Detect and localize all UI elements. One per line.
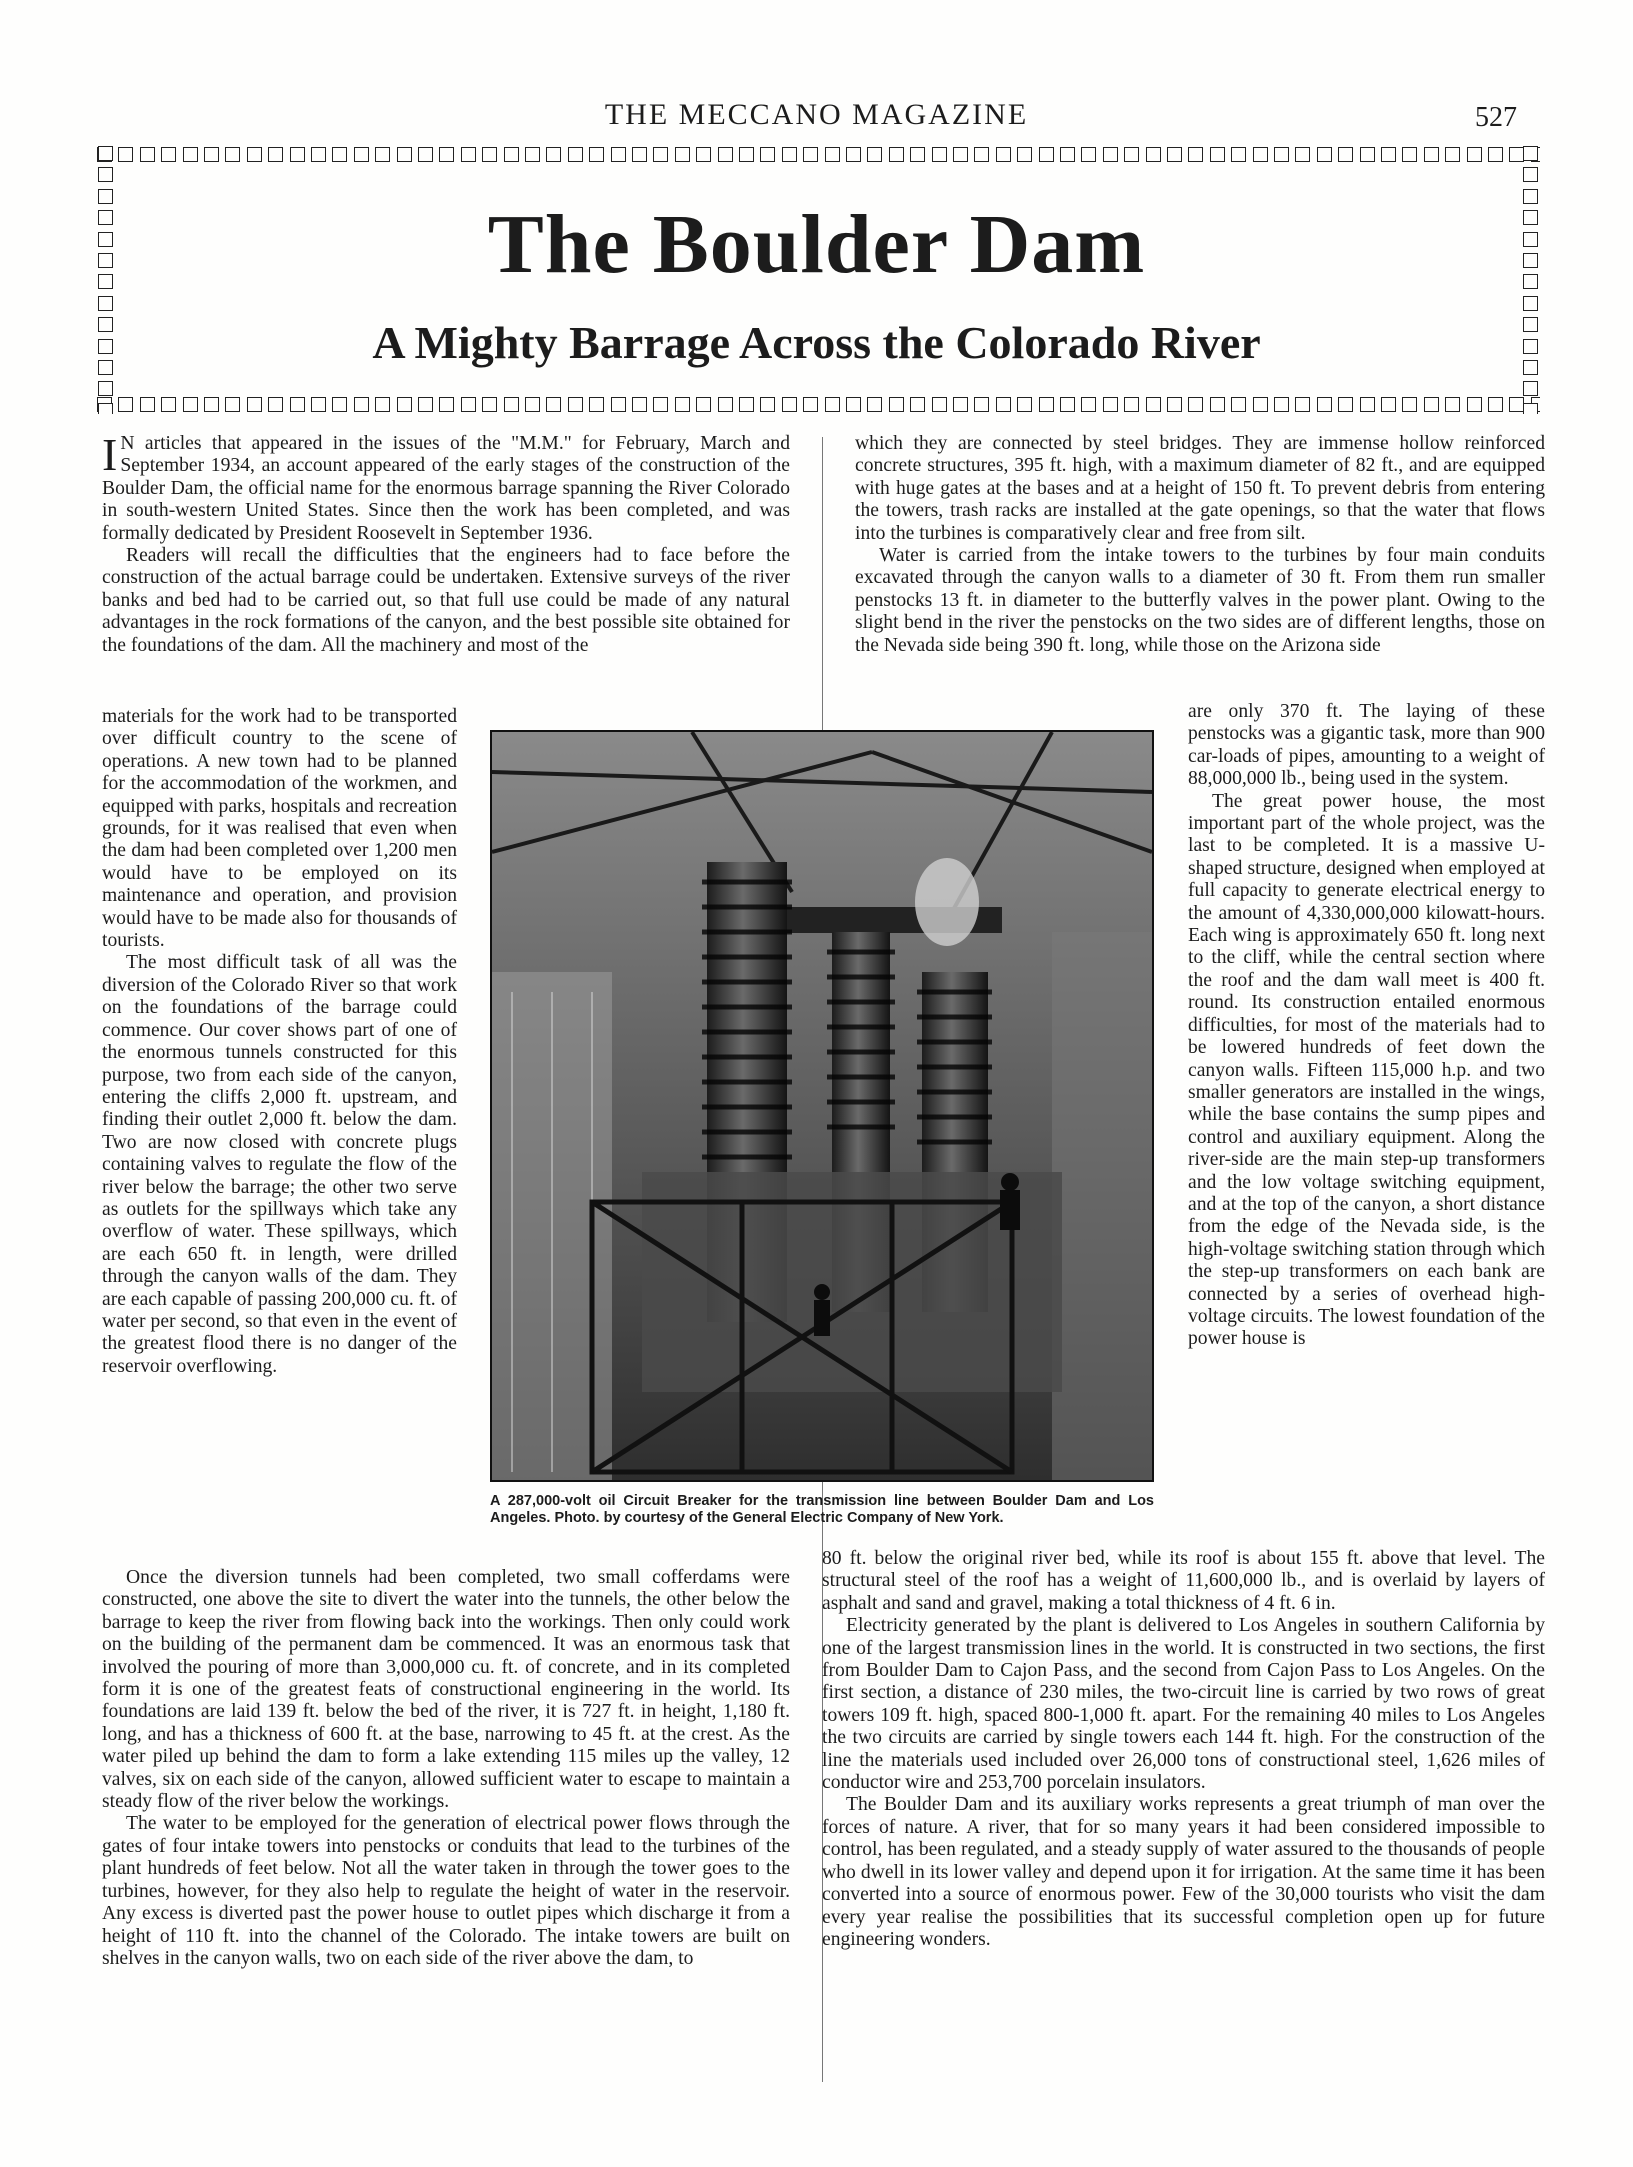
border-square [568, 147, 583, 162]
border-square [782, 397, 797, 412]
column-left-narrow [102, 706, 457, 1378]
border-square [290, 397, 305, 412]
border-square [953, 147, 968, 162]
border-square [1338, 397, 1353, 412]
border-square [1317, 397, 1332, 412]
border-square [268, 397, 283, 412]
border-square [375, 397, 390, 412]
border-square [1274, 147, 1289, 162]
border-square [867, 397, 882, 412]
paragraph: materials for the work had to be transported over difficult country to the scene of operations. A new town had to be planned for the accommodation of the workmen, and equipped with parks, hospitals and recreation grounds, for it was realised that even when the dam had been completed over 1,200 men would have to be employed on its maintenance and operation, and provision would have to be made also for thousands of tourists. [102, 706, 457, 952]
border-square [611, 147, 626, 162]
column-left-bottom [102, 1567, 790, 1970]
paragraph: The Boulder Dam and its auxiliary works represents a great triumph of man over the forces of nature. A river, that for so many years it had been considered impossible to control, has been regulated, and a steady supply of water assured to the thousands of people who dwell in its lower valley and depend upon it for irrigation. At the same time it has been converted into a source of enormous power. Few of the 30,000 tourists who visit the dam every year realise the possibilities that its successful completion open up for future engineering wonders. [822, 1794, 1545, 1950]
border-square [1523, 167, 1538, 182]
border-square [439, 147, 454, 162]
title-border-top [97, 146, 1540, 164]
border-square [739, 147, 754, 162]
border-square [782, 147, 797, 162]
border-square [568, 397, 583, 412]
border-square [98, 146, 113, 161]
paragraph [102, 429, 790, 545]
border-square [1146, 397, 1161, 412]
paragraph: Water is carried from the intake towers to the turbines by four main conduits excavated through the canyon walls to a diameter of 30 ft. From them run smaller penstocks 13 ft. in diameter to the butterfly valves in the power plant. Owing to the slight bend in the river the penstocks on the two sides are of different lengths, those on the Nevada side being 390 ft. long, while those on the Arizona side [855, 545, 1545, 656]
border-square [354, 147, 369, 162]
border-square [98, 167, 113, 182]
column-right-bottom [822, 1548, 1545, 1951]
border-square [1253, 397, 1268, 412]
border-square [1523, 146, 1538, 161]
border-square [504, 147, 519, 162]
border-square [867, 147, 882, 162]
border-square [332, 147, 347, 162]
border-square [932, 397, 947, 412]
border-square [632, 147, 647, 162]
border-square [974, 147, 989, 162]
border-square [1295, 147, 1310, 162]
border-square [675, 397, 690, 412]
border-square [118, 147, 133, 162]
border-square [1523, 296, 1538, 311]
border-square [846, 147, 861, 162]
border-square [1039, 397, 1054, 412]
border-square [653, 397, 668, 412]
border-square [247, 397, 262, 412]
border-square [1467, 397, 1482, 412]
border-square [482, 147, 497, 162]
border-square [825, 147, 840, 162]
border-square [1360, 397, 1375, 412]
border-square [183, 147, 198, 162]
border-square [1360, 147, 1375, 162]
border-square [546, 147, 561, 162]
border-square [1039, 147, 1054, 162]
column-right-narrow [1188, 701, 1545, 1351]
border-square [140, 147, 155, 162]
border-square [397, 147, 412, 162]
border-square [354, 397, 369, 412]
border-square [1381, 397, 1396, 412]
border-square [1381, 147, 1396, 162]
border-square [439, 397, 454, 412]
border-square [1445, 397, 1460, 412]
border-square [1081, 397, 1096, 412]
drop-cap: I [102, 429, 118, 480]
border-square [996, 147, 1011, 162]
border-square [546, 397, 561, 412]
border-square [1146, 147, 1161, 162]
border-square [696, 147, 711, 162]
paragraph-text: N articles that appeared in the issues of the "M.M." for February, March and September 1934, an account appeared of the early stages of the construction of the Boulder Dam, the official name for the enormous barrage spanning the River Colorado in south-western United States. Since then the work has been completed, and was formally dedicated by President Roosevelt in September 1936. [102, 433, 790, 544]
border-square [1017, 397, 1032, 412]
border-square [1210, 397, 1225, 412]
article-title: The Boulder Dam [487, 198, 1146, 291]
border-square [1124, 397, 1139, 412]
border-square [1488, 397, 1503, 412]
border-square [204, 397, 219, 412]
border-square [311, 147, 326, 162]
border-square [1523, 381, 1538, 396]
border-square [889, 147, 904, 162]
border-square [1060, 397, 1075, 412]
border-square [1210, 147, 1225, 162]
paragraph: are only 370 ft. The laying of these penstocks was a gigantic task, more than 900 car-loads of pipes, amounting to a weight of 88,000,000 lb., being used in the system. [1188, 701, 1545, 790]
border-square [1445, 147, 1460, 162]
border-square [1167, 397, 1182, 412]
border-square [140, 397, 155, 412]
border-square [98, 403, 113, 414]
article-subtitle: A Mighty Barrage Across the Colorado River [372, 317, 1261, 368]
border-square [1424, 147, 1439, 162]
border-square [98, 381, 113, 396]
border-square [418, 147, 433, 162]
circuit-breaker-illustration [492, 732, 1152, 1480]
paragraph: The water to be employed for the generation of electrical power flows through the gates of four intake towers into penstocks or conduits that lead to the turbines of the plant hundreds of feet below. Not all the water taken in through the tower goes to the turbines, however, for they also help to regulate the height of water in the reservoir. Any excess is diverted past the power house to outlet pipes which discharge it from a height of 110 ft. into the channel of the Colorado. The intake towers are built on shelves in the canyon walls, two on each side of the river above the dam, to [102, 1813, 790, 1969]
column-left-top [102, 429, 790, 657]
border-square [161, 397, 176, 412]
border-square [910, 147, 925, 162]
border-square [1060, 147, 1075, 162]
border-square [846, 397, 861, 412]
border-square [632, 397, 647, 412]
border-square [1017, 147, 1032, 162]
border-square [1103, 397, 1118, 412]
border-square [161, 147, 176, 162]
border-square [98, 296, 113, 311]
border-square [718, 397, 733, 412]
border-square [1103, 147, 1118, 162]
border-square [183, 397, 198, 412]
border-square [225, 147, 240, 162]
border-square [1402, 147, 1417, 162]
border-square [932, 147, 947, 162]
paragraph: which they are connected by steel bridges. They are immense hollow reinforced concrete structures, 395 ft. high, with a maximum diameter of 82 ft., and are equipped with huge gates at the bases and at a height of 150 ft. To prevent debris from entering the towers, trash racks are installed at the gate openings, so that the water that flows into the turbines is comparatively clear and free from silt. [855, 433, 1545, 544]
border-square [996, 397, 1011, 412]
border-square [889, 397, 904, 412]
border-square [953, 397, 968, 412]
border-square [825, 397, 840, 412]
border-square [1317, 147, 1332, 162]
border-square [696, 397, 711, 412]
border-square [1231, 397, 1246, 412]
border-square [760, 147, 775, 162]
border-square [375, 147, 390, 162]
border-square [1188, 147, 1203, 162]
border-square [525, 147, 540, 162]
border-square [1274, 397, 1289, 412]
paragraph: Readers will recall the difficulties that the engineers had to face before the construction of the actual barrage could be undertaken. Extensive surveys of the river banks and bed had to be carried out, so that full use could be made of any natural advantages in the rock formations of the canyon, and the best possible site obtained for the foundations of the dam. All the machinery and most of the [102, 545, 790, 656]
border-square [1188, 397, 1203, 412]
border-square [803, 147, 818, 162]
paragraph: Once the diversion tunnels had been completed, two small cofferdams were constructed, one above the site to divert the water into the tunnels, the other below the barrage to keep the river from flowing back into the workings. Then only could work on the building of the permanent dam be commenced. It was an enormous task that involved the pouring of more than 3,000,000 cu. ft. of concrete, and in its completed form it is one of the greatest feats of constructional engineering in the world. Its foundations are laid 139 ft. below the bed of the river, it is 727 ft. in height, 1,180 ft. long, and has a thickness of 600 ft. at the base, narrowing to 45 ft. at the crest. As the water piled up behind the dam to form a lake extending 115 miles up the valley, 12 valves, six on each side of the canyon, allowed sufficient water to escape to maintain a steady flow of the river below the workings. [102, 1567, 790, 1813]
border-square [461, 397, 476, 412]
border-square [1081, 147, 1096, 162]
border-square [247, 147, 262, 162]
border-square [1523, 403, 1538, 414]
border-square [1467, 147, 1482, 162]
border-square [1488, 147, 1503, 162]
border-square [525, 397, 540, 412]
border-square [1231, 147, 1246, 162]
title-border-bottom [97, 396, 1540, 414]
border-square [718, 147, 733, 162]
border-square [1424, 397, 1439, 412]
border-square [461, 147, 476, 162]
border-square [611, 397, 626, 412]
paragraph: The most difficult task of all was the diversion of the Colorado River so that work on the foundations of the barrage could commence. Our cover shows part of one of the enormous tunnels constructed for this purpose, two from each side of the canyon, entering the cliffs 2,000 ft. upstream, and finding their outlet 2,000 ft. below the dam. Two are now closed with concrete plugs containing valves to regulate the flow of the river below the barrage; the other two serve as outlets for the spillways which take any overflow of water. These spillways, which are each 650 ft. in length, were drilled through the canyon walls of the dam. They are each capable of passing 200,000 cu. ft. of water per second, so that even in the event of the greatest flood there is no danger of the reservoir overflowing. [102, 952, 457, 1377]
border-square [1167, 147, 1182, 162]
border-square [760, 397, 775, 412]
border-square [653, 147, 668, 162]
border-square [332, 397, 347, 412]
border-square [739, 397, 754, 412]
border-square [1338, 147, 1353, 162]
border-square [675, 147, 690, 162]
running-title: THE MECCANO MAGAZINE [604, 98, 1029, 131]
photo-caption: A 287,000-volt oil Circuit Breaker for the transmission line between Boulder Dam and Los Angeles. Photo. by courtesy of the General Electric Company of New York. [490, 1493, 1154, 1526]
paragraph: Electricity generated by the plant is delivered to Los Angeles in southern California by one of the largest transmission lines in the world. It is constructed in two sections, the first from Boulder Dam to Cajon Pass, and the second from Cajon Pass to Los Angeles. On the first section, a distance of 230 miles, the two-circuit line is carried by two rows of great towers 109 ft. high, spaced 800-1,000 ft. apart. For the remaining 40 miles to Los Angeles the two circuits are carried by single towers each 144 ft. high. For the construction of the line the materials used included over 26,000 tons of constructional steel, 1,626 miles of conductor wire and 253,700 porcelain insulators. [822, 1615, 1545, 1794]
border-square [397, 397, 412, 412]
border-square [311, 397, 326, 412]
border-square [589, 397, 604, 412]
border-square [1124, 147, 1139, 162]
border-square [974, 397, 989, 412]
border-square [910, 397, 925, 412]
page-number: 527 [1475, 102, 1517, 133]
border-square [803, 397, 818, 412]
border-square [504, 397, 519, 412]
border-square [482, 397, 497, 412]
border-square [204, 147, 219, 162]
border-square [418, 397, 433, 412]
border-square [1253, 147, 1268, 162]
border-square [290, 147, 305, 162]
border-square [225, 397, 240, 412]
border-square [268, 147, 283, 162]
border-square [118, 397, 133, 412]
column-right-top [855, 433, 1545, 657]
paragraph: The great power house, the most important part of the whole project, was the last to be completed. It is a massive U-shaped structure, designed when employed at full capacity to generate electrical energy to the amount of 4,330,000,000 kilowatt-hours. Each wing is approximately 650 ft. long next to the cliff, while the central section where the roof and the dam wall meet is 400 ft. round. Its construction entailed enormous difficulties, for most of the materials had to be lowered hundreds of feet down the canyon walls. Fifteen 115,000 h.p. and two smaller generators are installed in the wings, while the base contains the sump pipes and control and auxiliary equipment. Along the river-side are the main step-up transformers and the low voltage switching equipment, and at the top of the canyon, a short distance from the edge of the Nevada side, is the high-voltage switching station through which the step-up transformers on each bank are connected by a series of overhead high-voltage circuits. The lowest foundation of the power house is [1188, 790, 1545, 1350]
border-square [1295, 397, 1310, 412]
paragraph: 80 ft. below the original river bed, while its roof is about 155 ft. above that level. The structural steel of the roof has a weight of 11,600,000 lb., and is overlaid by layers of asphalt and sand and gravel, making a total thickness of 4 ft. 6 in. [822, 1548, 1545, 1614]
circuit-breaker-photo [490, 730, 1154, 1482]
border-square [1402, 397, 1417, 412]
border-square [589, 147, 604, 162]
